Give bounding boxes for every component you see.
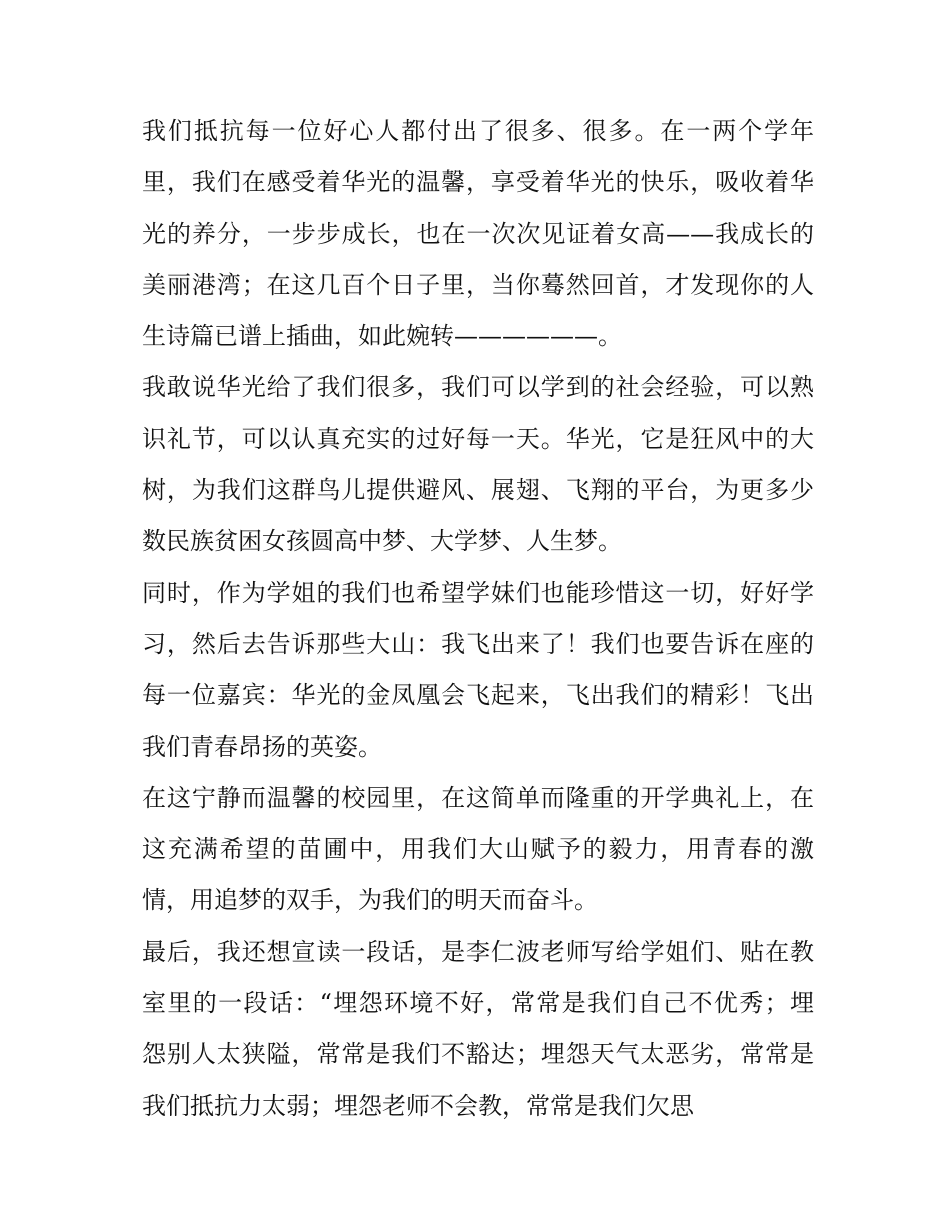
text-line: 我敢说华光给了我们很多，我们可以学到的社会经验，可以熟 bbox=[142, 373, 814, 402]
text-line: 树，为我们这群鸟儿提供避风、展翅、飞翔的平台，为更多少 bbox=[142, 476, 814, 505]
text-line: 在这宁静而温馨的校园里，在这简单而隆重的开学典礼上，在 bbox=[142, 783, 814, 812]
text-line: 数民族贫困女孩圆高中梦、大学梦、人生梦。 bbox=[142, 527, 622, 556]
text-line: 光的养分，一步步成长，也在一次次见证着女高——我成长的 bbox=[142, 219, 814, 248]
text-line: 我们青春昂扬的英姿。 bbox=[142, 732, 382, 761]
document-body bbox=[142, 106, 814, 1132]
text-line: 这充满希望的苗圃中，用我们大山赋予的毅力，用青春的激 bbox=[142, 835, 814, 864]
text-line: 情，用追梦的双手，为我们的明天而奋斗。 bbox=[142, 886, 598, 915]
text-line: 习，然后去告诉那些大山：我飞出来了！我们也要告诉在座的 bbox=[142, 629, 814, 658]
text-line: 我们抵抗力太弱；埋怨老师不会教，常常是我们欠思 bbox=[142, 1091, 694, 1120]
text-line: 生诗篇已谱上插曲，如此婉转——————。 bbox=[142, 322, 622, 351]
text-line: 我们抵抗每一位好心人都付出了很多、很多。在一两个学年 bbox=[142, 117, 814, 145]
text-line: 最后，我还想宣读一段话，是李仁波老师写给学姐们、贴在教 bbox=[142, 937, 814, 966]
text-line: 里，我们在感受着华光的温馨，享受着华光的快乐，吸收着华 bbox=[142, 168, 814, 197]
text-line: 美丽港湾；在这几百个日子里，当你蓦然回首，才发现你的人 bbox=[142, 270, 814, 299]
text-line: 识礼节，可以认真充实的过好每一天。华光，它是狂风中的大 bbox=[142, 424, 814, 453]
text-line: 室里的一段话：“埋怨环境不好，常常是我们自己不优秀；埋 bbox=[142, 989, 814, 1018]
text-line: 怨别人太狭隘，常常是我们不豁达；埋怨天气太恶劣，常常是 bbox=[142, 1040, 814, 1069]
text-line: 每一位嘉宾：华光的金凤凰会飞起来，飞出我们的精彩！飞出 bbox=[142, 681, 814, 710]
text-line: 同时，作为学姐的我们也希望学妹们也能珍惜这一切，好好学 bbox=[142, 578, 814, 607]
